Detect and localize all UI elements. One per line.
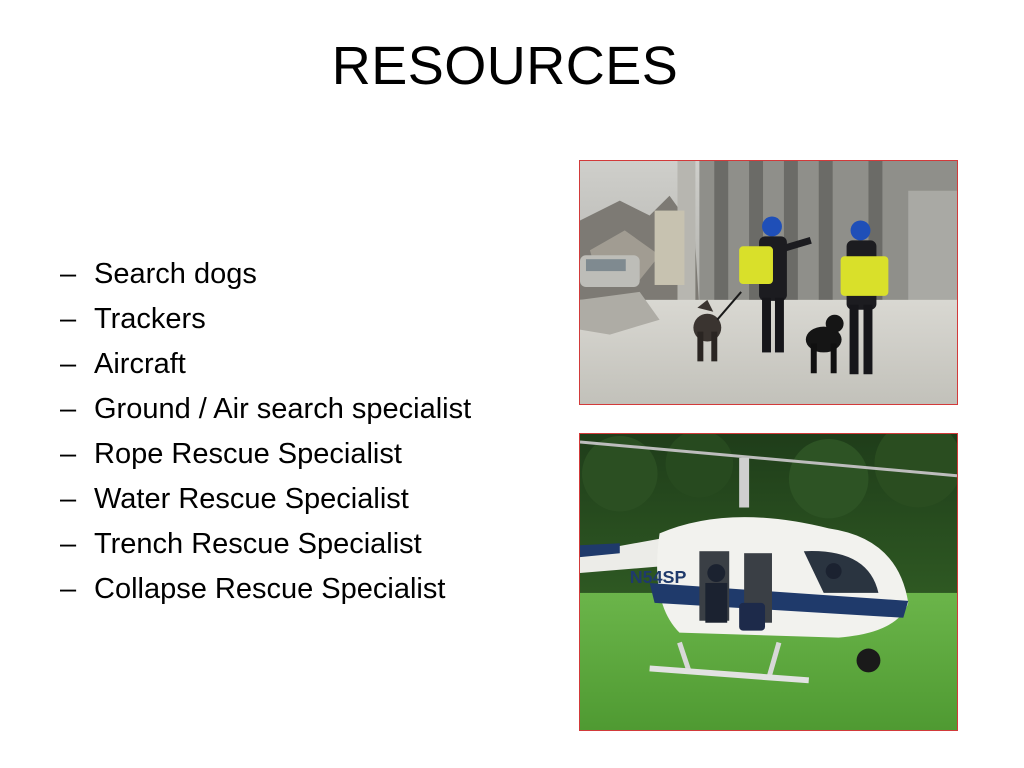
bullet-dash: – [60,303,77,335]
search-dogs-photo [579,160,958,405]
helicopter-photo [579,433,958,731]
bullet-text: Trench Rescue Specialist [94,528,422,560]
tail-number-text: N54SP [629,567,687,587]
list-item [60,297,560,342]
bullet-dash: – [60,258,77,290]
bullet-dash: – [60,573,77,605]
bullet-text: Search dogs [94,258,257,290]
bullet-text: Water Rescue Specialist [94,483,409,515]
bullet-dash: – [60,528,77,560]
list-item [60,522,560,567]
bullet-list [60,252,560,612]
slide-title: RESOURCES [331,36,679,96]
bullet-dash: – [60,438,77,470]
bullet-text: Rope Rescue Specialist [94,438,402,470]
list-item [60,252,560,297]
search-dogs-photo-illustration [580,161,957,404]
bullet-text: Trackers [94,303,206,335]
list-item [60,477,560,522]
list-item [60,342,560,387]
helicopter-photo-illustration [580,434,957,730]
bullet-text: Aircraft [94,348,186,380]
bullet-text: Ground / Air search specialist [94,393,472,425]
bullet-text: Collapse Rescue Specialist [94,573,446,605]
bullet-dash: – [60,393,77,425]
bullet-dash: – [60,483,77,515]
bullet-dash: – [60,348,77,380]
list-item [60,567,560,612]
list-item [60,387,560,432]
list-item [60,432,560,477]
